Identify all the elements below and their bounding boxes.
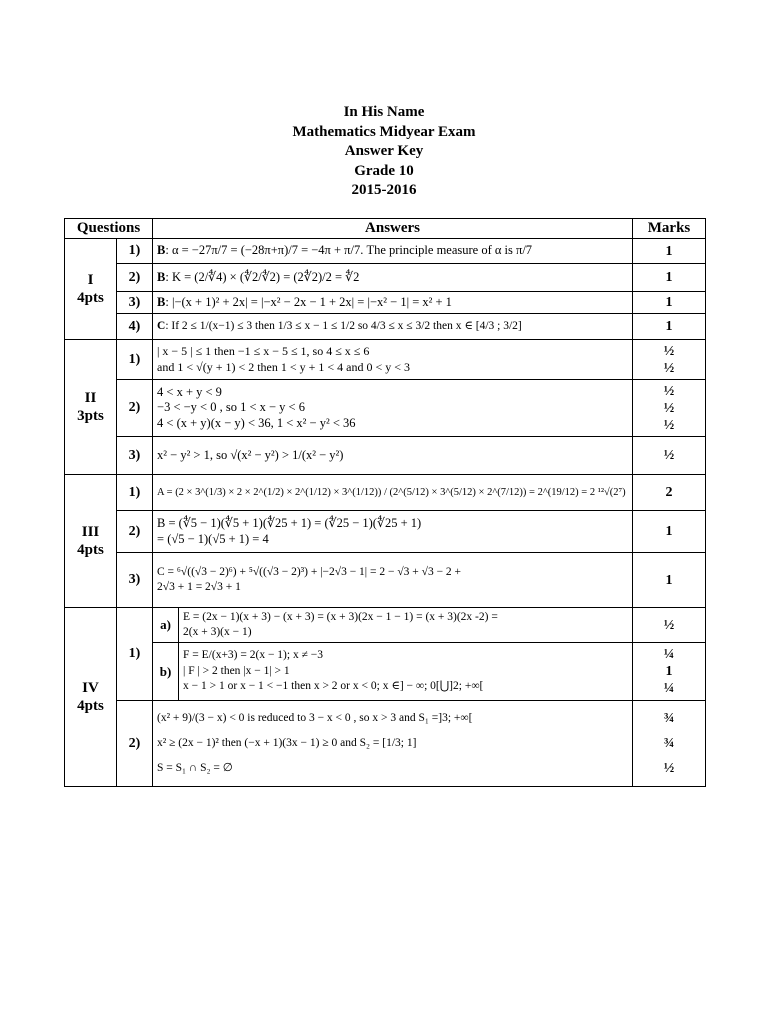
answer-cell [153,314,633,340]
choice-label: B [157,269,166,284]
sub-question-label: a) [153,608,179,643]
mark-value: ¼ [663,647,675,662]
answer-cell [179,643,633,701]
answer-cell [153,701,633,787]
question-number: 2) [117,264,153,292]
mark-value: ¼ [663,681,675,696]
answer-text: : If 2 ≤ 1/(x−1) ≤ 3 then 1/3 ≤ x − 1 ≤ 1/2 so 4/3 ≤ x ≤ 3/2 then x ∈ [4/3 ; 3/2] [165,319,522,332]
part-roman: II [84,390,97,406]
answer-line: E = (2x − 1)(x + 3) − (x + 3) = (x + 3)(2x − 1 − 1) = (x + 3)(2x -2) = [183,610,498,623]
part-points: 4pts [77,290,104,306]
part-label [65,475,117,608]
part-points: 4pts [77,542,104,558]
mark-cell [633,701,706,787]
mark-value: ¾ [663,711,675,726]
table-row [65,264,706,292]
table-row [65,511,706,553]
table-row [65,701,706,787]
header-line-3: Answer Key [344,143,424,160]
table-row [65,475,706,511]
table-row [65,437,706,475]
sub-question-label: b) [153,643,179,701]
answer-key-table [64,218,706,787]
answer-cell [153,340,633,380]
mark-cell [633,380,706,437]
answer-line: | F | > 2 then |x − 1| > 1 [183,664,290,677]
mark-value: 1 [665,664,673,679]
mark-value: ½ [663,360,675,376]
question-number: 1) [117,475,153,511]
header-line-4: Grade 10 [354,162,414,179]
choice-label: B [157,294,166,309]
question-number: 3) [117,292,153,314]
answer-line: = (√5 − 1)(√5 + 1) = 4 [157,531,269,546]
col-answers-header: Answers [153,219,633,239]
answer-cell [153,511,633,553]
answer-cell [153,380,633,437]
question-number: 1) [117,239,153,264]
mark-cell: 1 [633,264,706,292]
answer-line: S = S₁ ∩ S₂ = ∅ [157,762,233,774]
question-number: 2) [117,701,153,787]
part-label [65,239,117,340]
answer-line: B = (∜5 − 1)(∜5 + 1)(∜25 + 1) = (∜25 − 1)(∜25 + 1) [157,516,422,530]
col-marks-header: Marks [633,219,706,239]
answer-cell: A = (2 × 3^(1/3) × 2 × 2^(1/2) × 2^(1/12) × 3^(1/12)) / (2^(5/12) × 3^(5/12) × 2^(7/12)) = 2^(19/12) = 2 ¹²√(2⁷) [153,475,633,511]
question-number: 2) [117,511,153,553]
table-row [65,553,706,608]
header-line-2: Mathematics Midyear Exam [292,123,476,140]
choice-label: C [157,319,166,332]
answer-cell [153,239,633,264]
answer-text: : |−(x + 1)² + 2x| = |−x² − 2x − 1 + 2x| = |−x² − 1| = x² + 1 [165,294,452,309]
answer-cell [153,264,633,292]
table-row [65,340,706,380]
answer-line: C = ⁶√((√3 − 2)⁶) + ⁵√((√3 − 2)³) + |−2√3 − 1| = 2 − √3 + √3 − 2 + [157,565,462,578]
part-points: 3pts [77,408,104,424]
header-line-1: In His Name [343,104,425,120]
choice-label: B [157,243,166,258]
answer-cell [179,608,633,643]
table-row [65,380,706,437]
answer-line: 2(x + 3)(x − 1) [183,626,252,638]
part-label [65,340,117,475]
mark-value: ½ [663,400,675,416]
table-row [65,239,706,264]
mark-cell: 1 [633,511,706,553]
table-row [65,314,706,340]
answer-line: −3 < −y < 0 , so 1 < x − y < 6 [157,400,305,415]
answer-cell [153,292,633,314]
mark-value: ½ [663,417,675,433]
question-number: 2) [117,380,153,437]
mark-value: ¾ [663,736,675,751]
answer-line: x − 1 > 1 or x − 1 < −1 then x > 2 or x < 0; x ∈] − ∞; 0[⋃]2; +∞[ [183,680,484,693]
mark-cell: ½ [633,608,706,643]
mark-cell: 2 [633,475,706,511]
answer-line: and 1 < √(y + 1) < 2 then 1 < y + 1 < 4 and 0 < y < 3 [157,359,411,374]
question-number: 4) [117,314,153,340]
mark-cell: 1 [633,292,706,314]
header-line-5: 2015-2016 [351,182,417,199]
mark-cell: ½ [633,437,706,475]
table-row [65,643,706,701]
part-roman: I [87,272,94,288]
mark-cell: 1 [633,553,706,608]
answer-text: : K = (2/∜4) × (∜2/∜2) = (2∜2)/2 = ∜2 [165,269,360,284]
question-number: 1) [117,608,153,701]
part-roman: III [81,524,100,540]
answer-line: F = E/(x+3) = 2(x − 1); x ≠ −3 [183,649,324,662]
mark-value: ½ [663,383,675,399]
part-roman: IV [82,680,99,696]
question-number: 1) [117,340,153,380]
answer-line: 2√3 + 1 = 2√3 + 1 [157,581,241,593]
answer-line: 4 < x + y < 9 [157,384,222,399]
answer-line: | x − 5 | ≤ 1 then −1 ≤ x − 5 ≤ 1, so 4 ≤ x ≤ 6 [157,344,370,358]
answer-line: x² ≥ (2x − 1)² then (−x + 1)(3x − 1) ≥ 0 and S₂ = [1/3; 1] [157,737,417,749]
mark-cell [633,340,706,380]
table-row [65,292,706,314]
answer-line: (x² + 9)/(3 − x) < 0 is reduced to 3 − x < 0 , so x > 3 and S₁ =]3; +∞[ [157,712,473,724]
mark-value: ½ [663,343,675,359]
col-questions-header: Questions [65,219,153,239]
mark-cell: 1 [633,314,706,340]
mark-value: ½ [663,761,675,776]
answer-cell: x² − y² > 1, so √(x² − y²) > 1/(x² − y²) [153,437,633,475]
answer-cell [153,553,633,608]
part-label [65,608,117,787]
answer-text: : α = −27π/7 = (−28π+π)/7 = −4π + π/7. The principle measure of α is π/7 [165,243,533,258]
question-number: 3) [117,437,153,475]
table-row [65,608,706,643]
mark-cell [633,643,706,701]
part-points: 4pts [77,698,104,714]
mark-cell: 1 [633,239,706,264]
exam-header [0,103,768,201]
question-number: 3) [117,553,153,608]
answer-line: 4 < (x + y)(x − y) < 36, 1 < x² − y² < 36 [157,415,356,430]
table-header-row [65,219,706,239]
